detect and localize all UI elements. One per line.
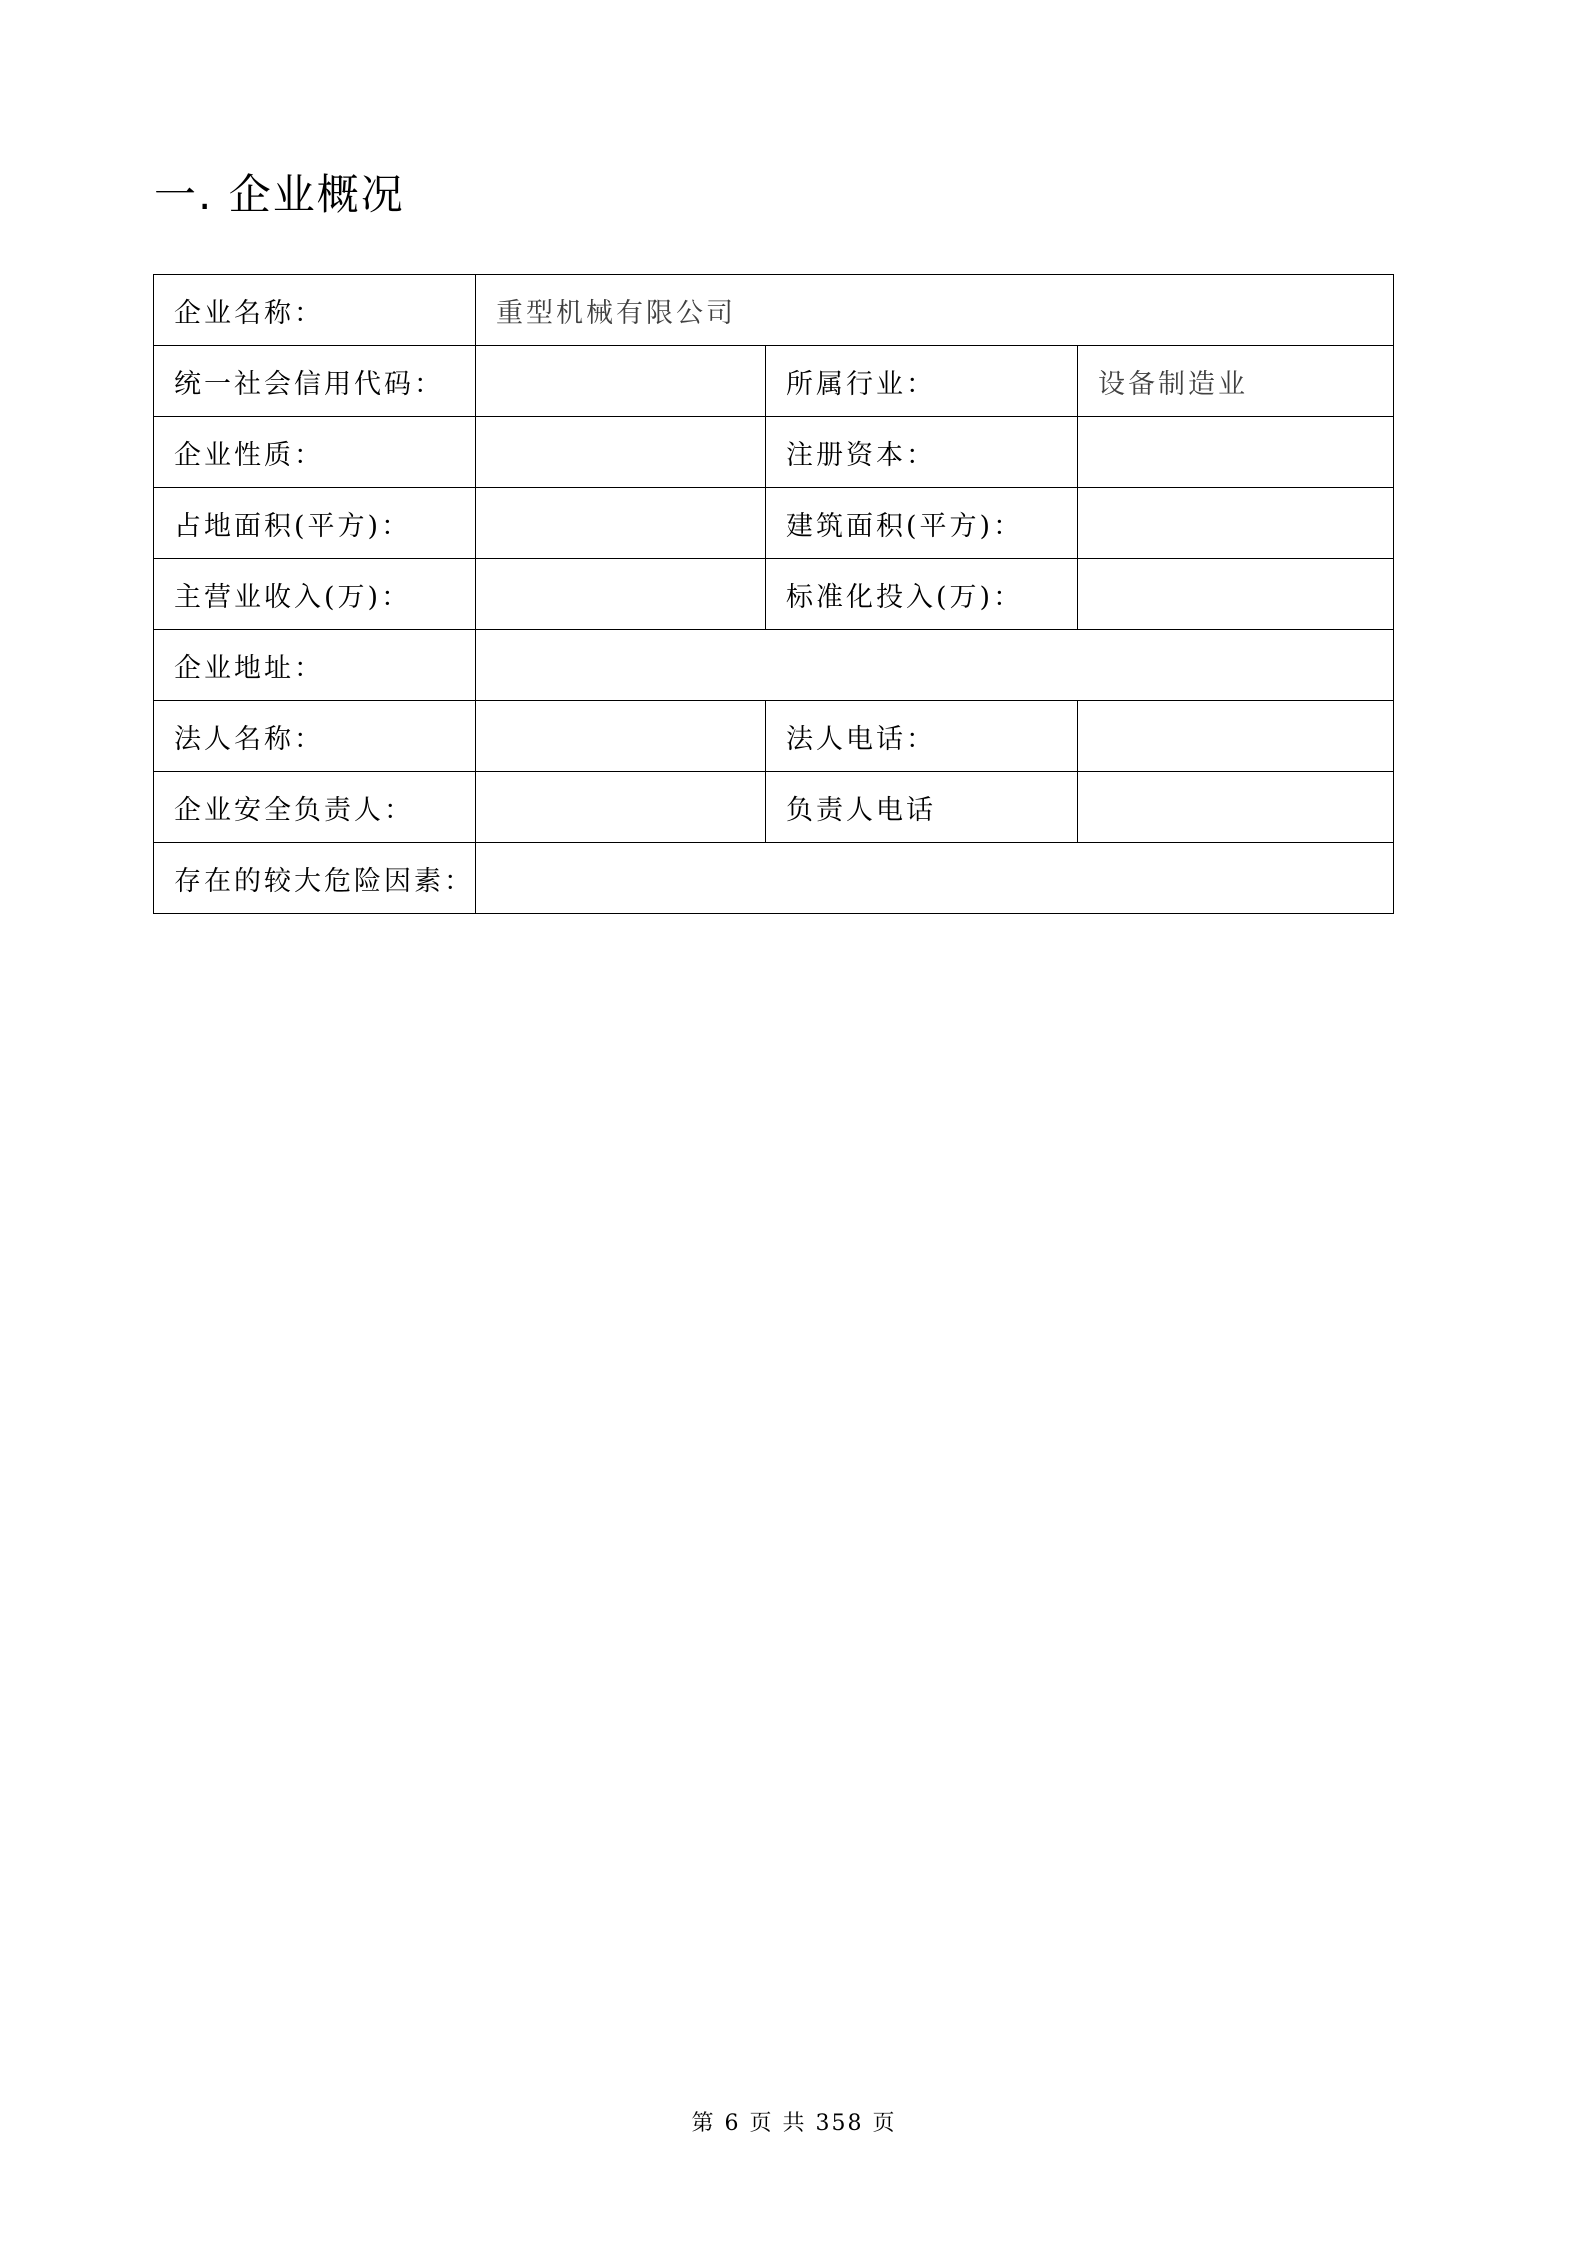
value-legal-person	[476, 701, 766, 772]
value-officer-phone	[1078, 772, 1394, 843]
label-company-name: 企业名称：	[154, 275, 476, 346]
value-credit-code	[476, 346, 766, 417]
label-legal-person-phone: 法人电话：	[766, 701, 1078, 772]
table-row	[154, 559, 1394, 630]
value-major-hazards	[476, 843, 1394, 914]
enterprise-info-table	[153, 274, 1394, 914]
label-legal-person: 法人名称：	[154, 701, 476, 772]
section-title: 一. 企业概况	[154, 170, 405, 219]
table-row	[154, 701, 1394, 772]
value-industry: 设备制造业	[1078, 346, 1394, 417]
label-safety-officer: 企业安全负责人：	[154, 772, 476, 843]
table-row	[154, 630, 1394, 701]
label-main-revenue: 主营业收入(万)：	[154, 559, 476, 630]
table-row	[154, 488, 1394, 559]
table-row	[154, 346, 1394, 417]
value-land-area	[476, 488, 766, 559]
table-row	[154, 843, 1394, 914]
label-building-area: 建筑面积(平方)：	[766, 488, 1078, 559]
page-footer: 第 6 页 共 358 页	[691, 2111, 897, 2136]
table-row	[154, 275, 1394, 346]
label-registered-capital: 注册资本：	[766, 417, 1078, 488]
value-company-type	[476, 417, 766, 488]
label-officer-phone: 负责人电话	[766, 772, 1078, 843]
value-safety-officer	[476, 772, 766, 843]
value-registered-capital	[1078, 417, 1394, 488]
label-company-address: 企业地址：	[154, 630, 476, 701]
label-company-type: 企业性质：	[154, 417, 476, 488]
value-main-revenue	[476, 559, 766, 630]
table-row	[154, 772, 1394, 843]
value-legal-person-phone	[1078, 701, 1394, 772]
table-row	[154, 417, 1394, 488]
label-credit-code: 统一社会信用代码：	[154, 346, 476, 417]
label-industry: 所属行业：	[766, 346, 1078, 417]
value-standardization-investment	[1078, 559, 1394, 630]
label-standardization-investment: 标准化投入(万)：	[766, 559, 1078, 630]
value-building-area	[1078, 488, 1394, 559]
value-company-address	[476, 630, 1394, 701]
label-major-hazards: 存在的较大危险因素：	[154, 843, 476, 914]
value-company-name: 重型机械有限公司	[476, 275, 1394, 346]
label-land-area: 占地面积(平方)：	[154, 488, 476, 559]
